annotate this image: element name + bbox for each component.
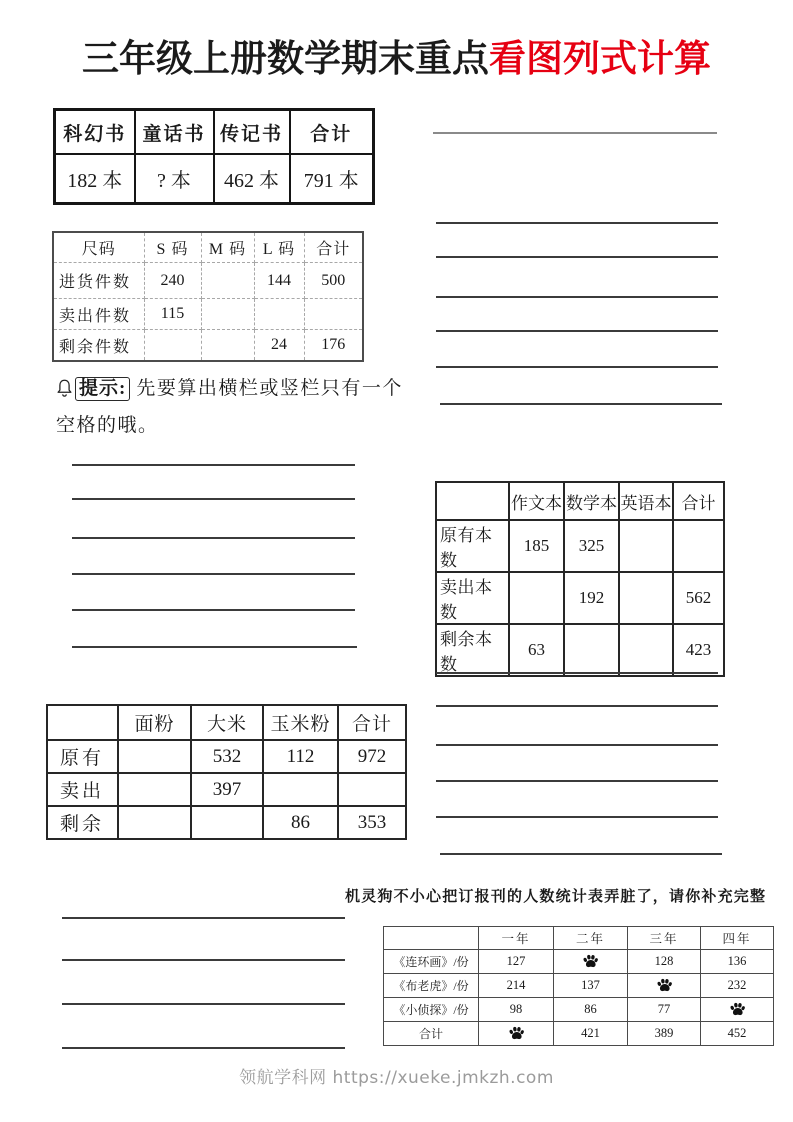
row-label: 剩余件数 <box>53 330 144 362</box>
table-cell: 127 <box>479 950 554 974</box>
answer-line <box>72 646 357 648</box>
paw-print-icon <box>582 954 599 969</box>
table-cell <box>338 773 406 806</box>
paw-print-icon <box>508 1026 525 1041</box>
table-cell <box>263 773 338 806</box>
table-cell: 136 <box>701 950 774 974</box>
table-header-cell: 大米 <box>191 705 263 740</box>
table-cell: 137 <box>554 974 628 998</box>
answer-line <box>436 296 718 298</box>
table-cell: 176 <box>304 330 363 362</box>
table-cell <box>628 974 701 998</box>
table-header-cell: 玉米粉 <box>263 705 338 740</box>
row-label: 原有本数 <box>436 520 509 572</box>
table-cell <box>304 299 363 330</box>
table-header-cell <box>47 705 118 740</box>
table-cell <box>144 330 201 362</box>
table-header-cell <box>384 927 479 950</box>
table-cell: 115 <box>144 299 201 330</box>
table-cell: 77 <box>628 998 701 1022</box>
answer-line <box>436 222 718 224</box>
answer-line <box>436 330 718 332</box>
grain-table <box>46 704 407 840</box>
sizes-table <box>52 231 364 362</box>
table-header-cell: 面粉 <box>118 705 191 740</box>
row-label: 卖出件数 <box>53 299 144 330</box>
table-cell: 421 <box>554 1022 628 1046</box>
answer-line <box>436 816 718 818</box>
table-cell: 214 <box>479 974 554 998</box>
subscriptions-instruction: 机灵狗不小心把订报刊的人数统计表弄脏了，请你补充完整 <box>345 887 767 905</box>
table-cell: 500 <box>304 263 363 299</box>
table-cell <box>118 773 191 806</box>
table-header-cell: 作文本 <box>509 482 564 520</box>
table-header-cell: 尺码 <box>53 232 144 263</box>
table-header-cell: 传记书 <box>214 110 290 155</box>
table-cell <box>619 520 673 572</box>
bell-icon <box>56 376 73 409</box>
table-cell: 972 <box>338 740 406 773</box>
table-cell: 462 本 <box>214 154 290 204</box>
table-header-cell: 科幻书 <box>55 110 135 155</box>
answer-line <box>62 959 345 961</box>
table-cell <box>509 572 564 624</box>
table-header-cell: 二年 <box>554 927 628 950</box>
answer-line <box>72 498 355 500</box>
table-cell <box>479 1022 554 1046</box>
row-label: 卖出 <box>47 773 118 806</box>
table-cell: 791 本 <box>290 154 374 204</box>
page-title-main: 三年级上册数学期末重点 <box>82 37 489 80</box>
hint-body: 先要算出横栏或竖栏只有一个空格的哦。 <box>56 378 403 437</box>
subscriptions-table <box>383 926 774 1046</box>
table-header-cell: 合计 <box>673 482 724 520</box>
table-header-cell: 三年 <box>628 927 701 950</box>
answer-line <box>72 464 355 466</box>
page-title-highlight: 看图列式计算 <box>489 37 711 80</box>
table-header-cell: 四年 <box>701 927 774 950</box>
paw-print-icon <box>656 978 673 993</box>
answer-line <box>72 573 355 575</box>
notebooks-table <box>435 481 725 677</box>
table-cell <box>201 330 254 362</box>
row-label: 剩余本数 <box>436 624 509 676</box>
table-cell: 192 <box>564 572 619 624</box>
table-cell <box>201 299 254 330</box>
answer-line <box>62 1003 345 1005</box>
table-cell: 144 <box>254 263 304 299</box>
table-header-cell: M 码 <box>201 232 254 263</box>
row-label: 《小侦探》/份 <box>384 998 479 1022</box>
books-table <box>53 108 375 205</box>
table-cell <box>191 806 263 839</box>
answer-line <box>440 853 722 855</box>
table-cell: 353 <box>338 806 406 839</box>
answer-line <box>436 366 718 368</box>
table-header-cell: L 码 <box>254 232 304 263</box>
table-header-cell: 英语本 <box>619 482 673 520</box>
table-cell <box>701 998 774 1022</box>
table-cell <box>201 263 254 299</box>
row-label: 合计 <box>384 1022 479 1046</box>
answer-line <box>62 917 345 919</box>
page-title <box>0 28 793 82</box>
table-header-cell: 童话书 <box>135 110 214 155</box>
table-cell <box>254 299 304 330</box>
table-cell: 182 本 <box>55 154 135 204</box>
table-cell: 185 <box>509 520 564 572</box>
table-cell: 86 <box>263 806 338 839</box>
table-cell: 397 <box>191 773 263 806</box>
row-label: 剩余 <box>47 806 118 839</box>
footer-watermark: 领航学科网 https://xueke.jmkzh.com <box>239 1068 554 1088</box>
table-cell <box>118 740 191 773</box>
table-cell <box>619 624 673 676</box>
row-label: 卖出本数 <box>436 572 509 624</box>
table-header-cell: 合计 <box>290 110 374 155</box>
answer-line <box>62 1047 345 1049</box>
table-cell: 63 <box>509 624 564 676</box>
table-cell: 562 <box>673 572 724 624</box>
table-header-cell: 数学本 <box>564 482 619 520</box>
answer-line <box>436 256 718 258</box>
answer-line <box>72 537 355 539</box>
hint-label: 提示: <box>75 377 130 401</box>
answer-line <box>436 705 718 707</box>
table-header-cell: 合计 <box>338 705 406 740</box>
table-cell: 240 <box>144 263 201 299</box>
table-cell <box>564 624 619 676</box>
table-header-cell: S 码 <box>144 232 201 263</box>
table-cell: 532 <box>191 740 263 773</box>
table-cell: 452 <box>701 1022 774 1046</box>
hint-text <box>56 372 404 443</box>
table-cell <box>619 572 673 624</box>
table-cell: ? 本 <box>135 154 214 204</box>
answer-line <box>436 744 718 746</box>
table-cell: 128 <box>628 950 701 974</box>
table-cell: 232 <box>701 974 774 998</box>
row-label: 《连环画》/份 <box>384 950 479 974</box>
table-cell <box>673 520 724 572</box>
table-header-cell: 一年 <box>479 927 554 950</box>
table-cell: 24 <box>254 330 304 362</box>
table-header-cell <box>436 482 509 520</box>
table-cell: 389 <box>628 1022 701 1046</box>
table-header-cell: 合计 <box>304 232 363 263</box>
answer-line <box>72 609 355 611</box>
table-cell: 423 <box>673 624 724 676</box>
table-cell: 86 <box>554 998 628 1022</box>
table-cell: 325 <box>564 520 619 572</box>
paw-print-icon <box>729 1002 746 1017</box>
answer-line <box>436 672 718 674</box>
row-label: 《布老虎》/份 <box>384 974 479 998</box>
answer-line <box>436 780 718 782</box>
row-label: 进货件数 <box>53 263 144 299</box>
row-label: 原有 <box>47 740 118 773</box>
table-cell: 98 <box>479 998 554 1022</box>
table-cell <box>554 950 628 974</box>
table-cell <box>118 806 191 839</box>
answer-line <box>440 403 722 405</box>
answer-line <box>433 132 717 134</box>
table-cell: 112 <box>263 740 338 773</box>
